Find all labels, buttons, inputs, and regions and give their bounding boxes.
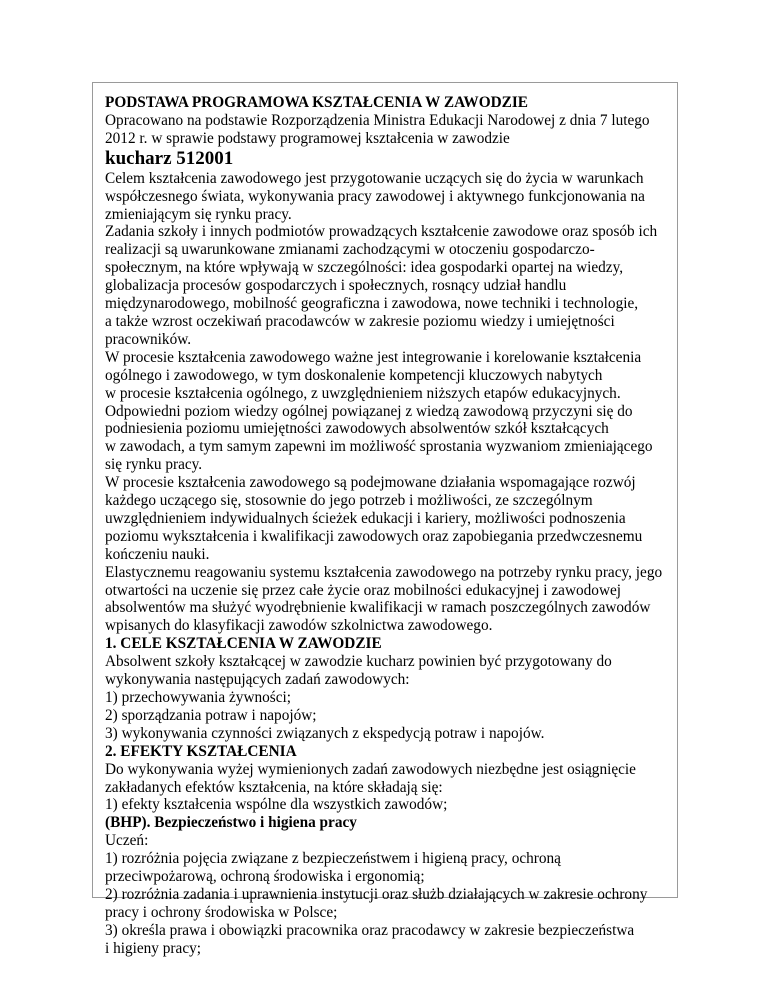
bhp-line: i higieny pracy;	[105, 939, 202, 957]
basis-line: Opracowano na podstawie Rozporządzenia Ministra Edukacji Narodowej z dnia 7 lutego	[105, 111, 650, 129]
bhp-line: Uczeń:	[105, 832, 149, 850]
section-1-line: wykonywania następujących zadań zawodowych:	[105, 671, 410, 689]
bhp-line: 2) rozróżnia zadania i uprawnienia instytucji oraz służb działających w zakresie ochrony	[105, 885, 648, 903]
intro-line: a także wzrost oczekiwań pracodawców w zakresie poziomu wiedzy i umiejętności	[105, 312, 615, 330]
bhp-line: przeciwpożarową, ochroną środowiska i ergonomią;	[105, 868, 425, 886]
section-1-line: Absolwent szkoły kształcącej w zawodzie kucharz powinien być przygotowany do	[105, 653, 612, 671]
bhp-line: 3) określa prawa i obowiązki pracownika oraz pracodawcy w zakresie bezpieczeństwa	[105, 921, 635, 939]
intro-line: Odpowiedni poziom wiedzy ogólnej powiązanej z wiedzą zawodową przyczyni się do	[105, 402, 633, 420]
section-1-line: 1) przechowywania żywności;	[105, 689, 292, 706]
intro-line: Elastycznemu reagowaniu systemu kształcenia zawodowego na potrzeby rynku pracy, jego	[105, 563, 663, 581]
intro-line: społecznym, na które wpływają w szczególności: idea gospodarki opartej na wiedzy,	[105, 259, 624, 277]
intro-line: ogólnego i zawodowego, w tym doskonalenie kompetencji kluczowych nabytych	[105, 366, 603, 384]
section-2-line: Do wykonywania wyżej wymienionych zadań zawodowych niezbędne jest osiągnięcie	[105, 760, 636, 778]
section-2-title: 2. EFEKTY KSZTAŁCENIA	[105, 742, 297, 760]
intro-line: każdego uczącego się, stosownie do jego potrzeb i możliwości, ze szczególnym	[105, 492, 593, 510]
intro-line: realizacji są uwarunkowane zmianami zachodzącymi w otoczeniu gospodarczo-	[105, 241, 595, 259]
intro-line: Celem kształcenia zawodowego jest przygotowanie uczących się do życia w warunkach	[105, 169, 644, 187]
bhp-title: (BHP). Bezpieczeństwo i higiena pracy	[105, 814, 357, 832]
intro-line: podniesienia poziomu umiejętności zawodowych absolwentów szkół kształcących	[105, 420, 609, 438]
intro-line: wpisanych do klasyfikacji zawodów szkolnictwa zawodowego.	[105, 617, 493, 635]
intro-line: uwzględnieniem indywidualnych ścieżek edukacji i kariery, możliwości podnoszenia	[105, 509, 626, 527]
intro-line: zmieniającym się rynku pracy.	[105, 205, 292, 223]
profession-title: kucharz 512001	[105, 147, 234, 169]
intro-line: w zawodach, a tym samym zapewni im możliwość sprostania wyzwaniom zmieniającego	[105, 438, 653, 456]
intro-line: W procesie kształcenia zawodowego ważne jest integrowanie i korelowanie kształcenia	[105, 348, 642, 366]
section-2-line: zakładanych efektów kształcenia, na które składają się:	[105, 778, 443, 796]
document-frame	[92, 82, 678, 957]
section-1-line: 2) sporządzania potraw i napojów;	[105, 706, 317, 724]
bhp-line: pracy i ochrony środowiska w Polsce;	[105, 903, 338, 921]
intro-line: współczesnego świata, wykonywania pracy zawodowej i aktywnego funkcjonowania na	[105, 187, 645, 205]
document-heading: PODSTAWA PROGRAMOWA KSZTAŁCENIA W ZAWODZIE	[105, 94, 529, 111]
intro-line: otwartości na uczenie się przez całe życie oraz mobilności edukacyjnej i zawodowej	[105, 581, 622, 599]
intro-line: W procesie kształcenia zawodowego są podejmowane działania wspomagające rozwój	[105, 474, 636, 492]
intro-line: poziomu wykształcenia i kwalifikacji zawodowych oraz zapobiegania przedwczesnemu	[105, 527, 643, 545]
basis-line: 2012 r. w sprawie podstawy programowej kształcenia w zawodzie	[105, 129, 510, 147]
bhp-line: 1) rozróżnia pojęcia związane z bezpieczeństwem i higieną pracy, ochroną	[105, 850, 561, 868]
section-1-title: 1. CELE KSZTAŁCENIA W ZAWODZIE	[105, 635, 382, 653]
intro-line: się rynku pracy.	[105, 456, 203, 474]
section-1-line: 3) wykonywania czynności związanych z ekspedycją potraw i napojów.	[105, 724, 545, 742]
intro-line: pracowników.	[105, 330, 192, 348]
intro-line: kończeniu nauki.	[105, 545, 210, 563]
intro-line: Zadania szkoły i innych podmiotów prowadzących kształcenie zawodowe oraz sposób ich	[105, 223, 658, 241]
section-2-line: 1) efekty kształcenia wspólne dla wszystkich zawodów;	[105, 796, 448, 814]
intro-line: globalizacja procesów gospodarczych i społecznych, rosnący udział handlu	[105, 277, 567, 295]
intro-line: międzynarodowego, mobilność geograficzna i zawodowa, nowe techniki i technologie,	[105, 295, 639, 313]
intro-line: w procesie kształcenia ogólnego, z uwzględnieniem niższych etapów edukacyjnych.	[105, 384, 621, 402]
intro-line: absolwentów ma służyć wyodrębnienie kwalifikacji w ramach poszczególnych zawodów	[105, 599, 651, 617]
